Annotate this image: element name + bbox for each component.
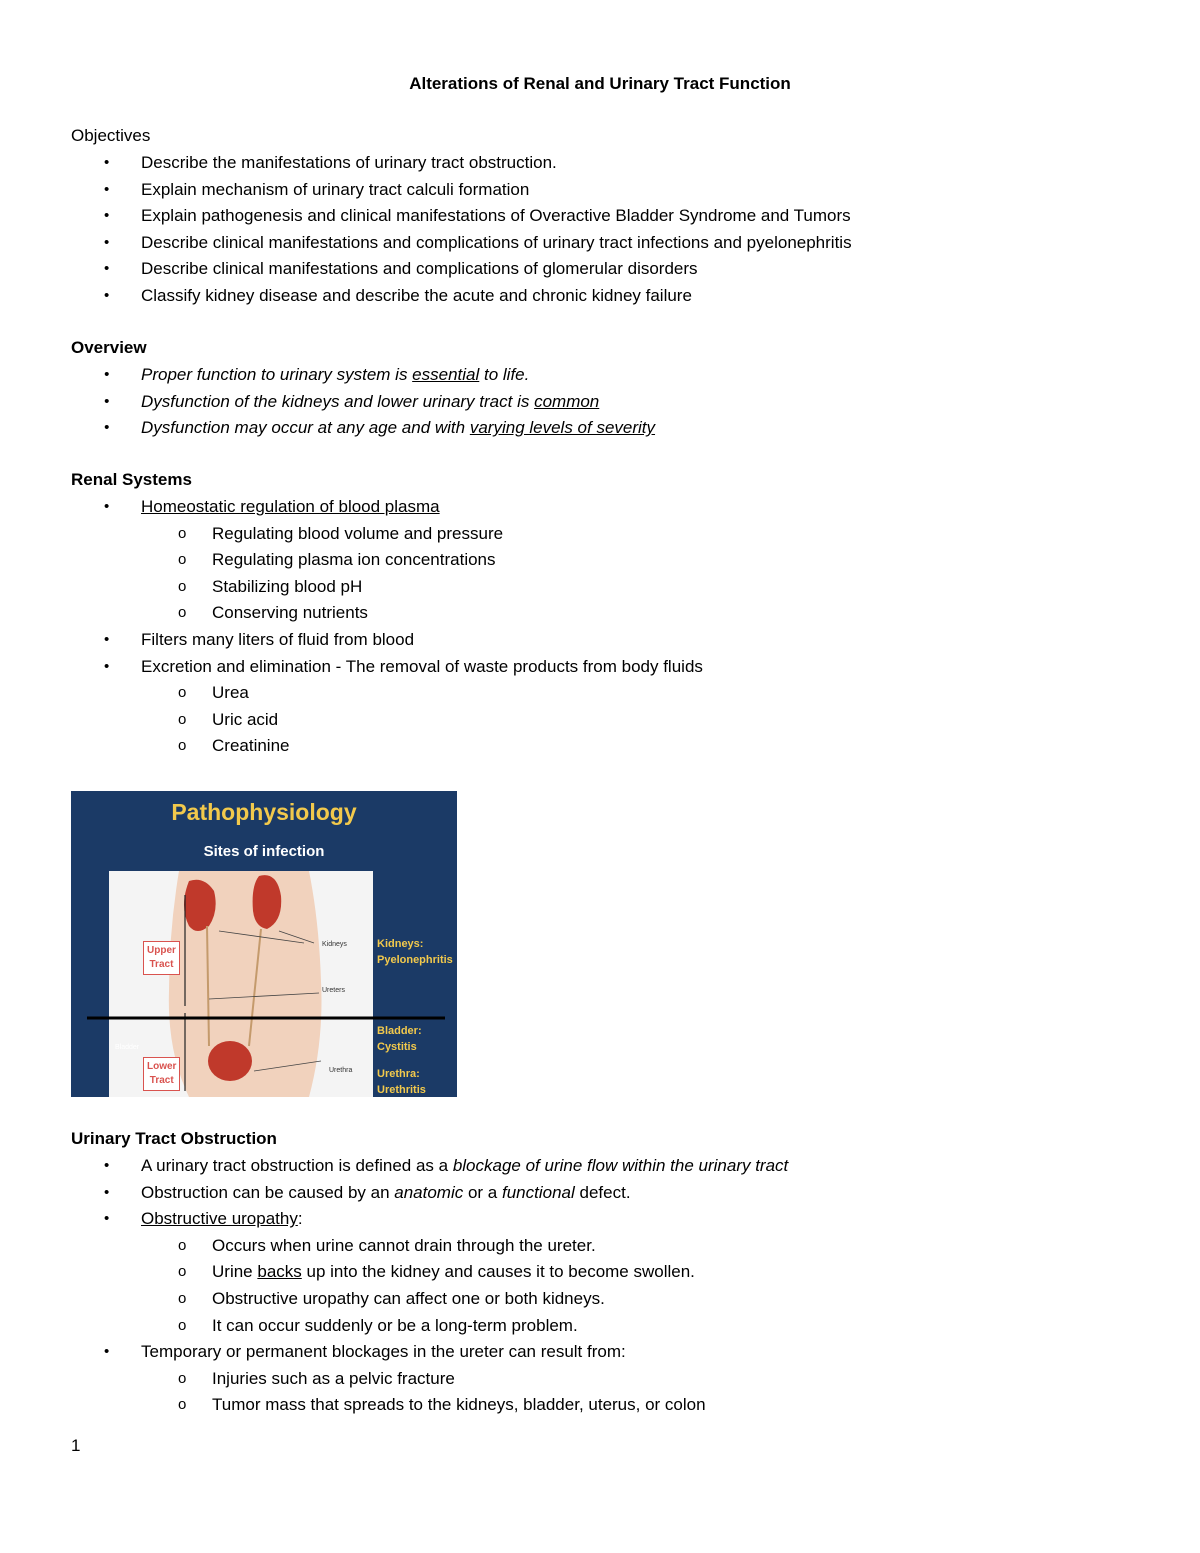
- sub-bullet-icon: o: [178, 737, 187, 755]
- urethra-small-label: Urethra: [329, 1067, 353, 1074]
- kidneys-small-label: Kidneys: [322, 941, 347, 948]
- sub-list-item: o Occurs when urine cannot drain through the ureter.: [0, 1233, 1150, 1260]
- bullet-icon: •: [104, 1210, 110, 1228]
- bullet-icon: •: [104, 233, 110, 251]
- bullet-icon: •: [104, 154, 110, 171]
- list-item: • Describe the manifestations of urinary tract obstruction.: [0, 150, 1150, 177]
- bullet-icon: •: [104, 1157, 110, 1174]
- sub-list-item: o Uric acid: [0, 707, 1150, 734]
- list-item: • Temporary or permanent blockages in the ureter can result from:: [0, 1339, 1150, 1366]
- slide-subtitle: Sites of infection: [203, 843, 325, 860]
- list-item: • Explain mechanism of urinary tract calculi formation: [0, 177, 1150, 204]
- bullet-icon: •: [104, 286, 110, 304]
- sub-bullet-icon: o: [178, 1263, 187, 1281]
- slide-title: Pathophysiology: [171, 799, 357, 825]
- sub-bullet-icon: o: [178, 710, 187, 728]
- sub-bullet-icon: o: [178, 1289, 187, 1307]
- pathophysiology-slide-image: [71, 791, 457, 1097]
- bullet-icon: •: [104, 207, 110, 225]
- list-item: • Obstructive uropathy:: [0, 1206, 1150, 1233]
- sub-bullet-icon: o: [178, 604, 187, 622]
- bullet-icon: •: [104, 1343, 110, 1361]
- list-item: • Homeostatic regulation of blood plasma: [0, 494, 1150, 521]
- page-number: 1: [71, 1436, 81, 1455]
- list-item: • Proper function to urinary system is essential to life.: [0, 362, 1150, 389]
- sub-bullet-icon: o: [178, 1236, 187, 1254]
- sub-bullet-icon: o: [178, 524, 187, 542]
- lower-tract-label: Lower Tract: [143, 1057, 180, 1091]
- sub-bullet-icon: o: [178, 1316, 187, 1334]
- list-item: • Obstruction can be caused by an anatomic or a functional defect.: [0, 1180, 1150, 1207]
- sub-list-container: [0, 680, 1150, 760]
- sub-list-container: [0, 1366, 1150, 1419]
- list-item: • Classify kidney disease and describe the acute and chronic kidney failure: [0, 283, 1150, 310]
- upper-tract-label: Upper Tract: [143, 941, 180, 975]
- ureters-small-label: Ureters: [322, 987, 345, 994]
- obstruction-heading: Urinary Tract Obstruction: [71, 1129, 277, 1148]
- list-item: • Excretion and elimination - The removal of waste products from body fluids: [0, 654, 1150, 681]
- obstruction-list: [0, 1153, 1150, 1419]
- list-item: • Dysfunction of the kidneys and lower urinary tract is common: [0, 389, 1150, 416]
- list-item: • Describe clinical manifestations and complications of glomerular disorders: [0, 256, 1150, 283]
- sub-list-container: [0, 521, 1150, 627]
- sub-bullet-icon: o: [178, 1396, 187, 1414]
- sub-bullet-icon: o: [178, 551, 187, 569]
- renal-systems-heading: Renal Systems: [71, 470, 192, 489]
- sub-bullet-icon: o: [178, 1369, 187, 1387]
- overview-heading: Overview: [71, 338, 147, 357]
- sub-list-item: o Urea: [0, 680, 1150, 707]
- document-title: Alterations of Renal and Urinary Tract Function: [409, 74, 791, 93]
- urethra-urethritis-label: Urethra: Urethritis: [377, 1068, 426, 1096]
- renal-systems-list: [0, 494, 1150, 760]
- bullet-icon: •: [104, 498, 110, 515]
- bullet-icon: •: [104, 419, 110, 437]
- bladder-small-label: Bladder: [115, 1044, 140, 1051]
- sub-list-item: o Conserving nutrients: [0, 600, 1150, 627]
- bullet-icon: •: [104, 180, 110, 198]
- sub-bullet-icon: o: [178, 684, 187, 702]
- renal-sub-list-2: [141, 680, 1150, 760]
- sub-list-item: o Injuries such as a pelvic fracture: [0, 1366, 1150, 1393]
- list-item: • Describe clinical manifestations and complications of urinary tract infections and pyelonephritis: [0, 230, 1150, 257]
- bullet-icon: •: [104, 1183, 110, 1201]
- kidneys-pyelonephritis-label: Kidneys: Pyelonephritis: [377, 938, 453, 966]
- sub-list-item: o Regulating blood volume and pressure: [0, 521, 1150, 548]
- sub-list-item: o Tumor mass that spreads to the kidneys, bladder, uterus, or colon: [0, 1392, 1150, 1419]
- bladder-cystitis-label: Bladder: Cystitis: [377, 1025, 422, 1053]
- list-item: • Explain pathogenesis and clinical manifestations of Overactive Bladder Syndrome and Tumors: [0, 203, 1150, 230]
- overview-list: [0, 362, 1150, 442]
- list-item: • Dysfunction may occur at any age and with varying levels of severity: [0, 415, 1150, 442]
- sub-list-item: o Urine backs up into the kidney and causes it to become swollen.: [0, 1259, 1150, 1286]
- objectives-heading: Objectives: [71, 126, 151, 145]
- objectives-list: [0, 150, 1150, 310]
- obstruction-sub-list-2: [141, 1366, 1150, 1419]
- bullet-icon: •: [104, 392, 110, 410]
- sub-list-container: [0, 1233, 1150, 1339]
- sub-bullet-icon: o: [178, 577, 187, 595]
- sub-list-item: o Obstructive uropathy can affect one or both kidneys.: [0, 1286, 1150, 1313]
- renal-sub-list-1: [141, 521, 1150, 627]
- bullet-icon: •: [104, 366, 110, 383]
- bullet-icon: •: [104, 630, 110, 648]
- obstruction-sub-list-1: [141, 1233, 1150, 1339]
- list-item: • A urinary tract obstruction is defined as a blockage of urine flow within the urinary tract: [0, 1153, 1150, 1180]
- bullet-icon: •: [104, 657, 110, 675]
- sub-list-item: o Stabilizing blood pH: [0, 574, 1150, 601]
- bullet-icon: •: [104, 260, 110, 278]
- sub-list-item: o Regulating plasma ion concentrations: [0, 547, 1150, 574]
- sub-list-item: o Creatinine: [0, 733, 1150, 760]
- list-item: • Filters many liters of fluid from blood: [0, 627, 1150, 654]
- sub-list-item: o It can occur suddenly or be a long-term problem.: [0, 1313, 1150, 1340]
